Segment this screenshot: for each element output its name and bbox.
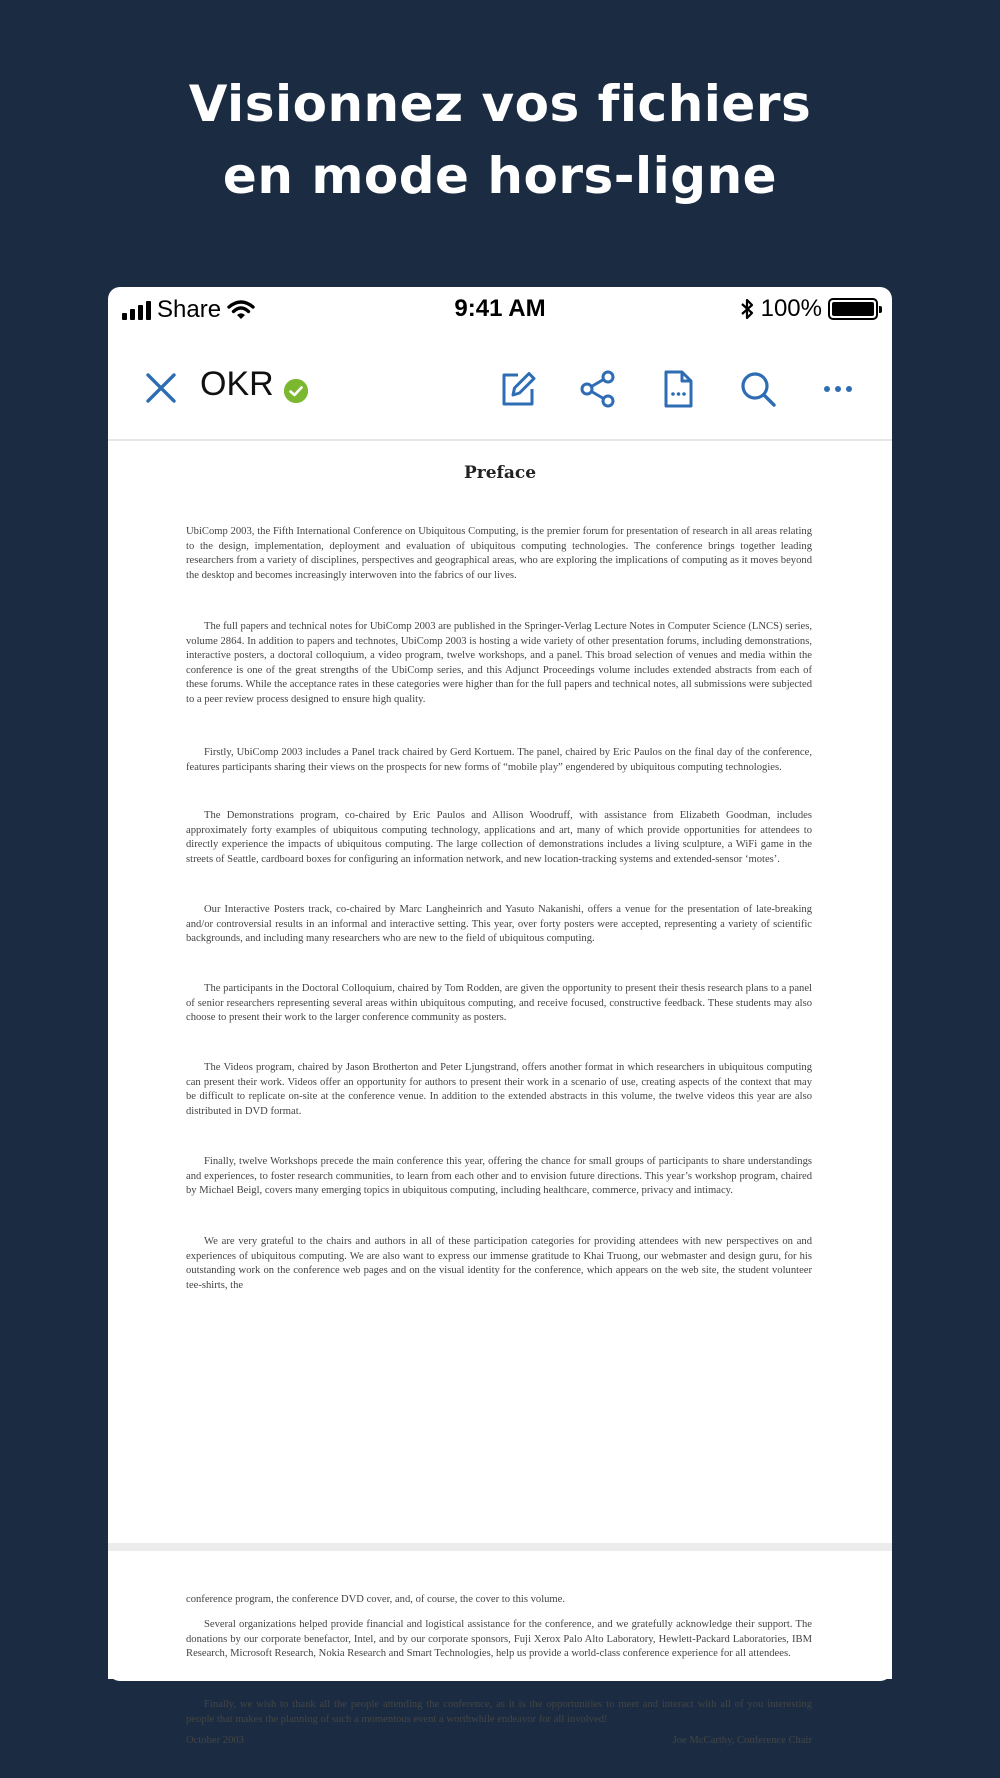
headline-line-2: en mode hors-ligne [222, 147, 778, 205]
phone-screen [108, 287, 892, 1746]
paragraph: conference program, the conference DVD cover, and, of course, the cover to this volume. [186, 1594, 566, 1605]
paragraph: Finally, twelve Workshops precede the main conference this year, offering the chance for small groups of participants to share understandings and experiences, to foster research communities, to learn from each other and to envision future directions. This year’s workshop program, chaired by Michael Beigl, covers many emerging topics in ubiquitous computing, including healthcare, commerce, privacy and intimacy. [186, 1156, 812, 1196]
paragraph: Our Interactive Posters track, co-chaired by Marc Langheinrich and Yasuto Nakanishi, offers a venue for the presentation of late-breaking and/or controversial results in an informal and interactive setting. This year, over forty posters were accepted, representing a variety of scientific backgrounds, and including many researchers who are new to the field of ubiquitous computing. [186, 904, 812, 944]
carrier-label: Share [157, 296, 222, 323]
paragraph: The participants in the Doctoral Colloquium, chaired by Tom Rodden, are given the opportunity to present their thesis research plans to a panel of senior researchers representing several areas within ubiquitous computing, and receive focused, constructive feedback. These students may also choose to present their work to the larger conference community as posters. [186, 983, 812, 1023]
status-time: 9:41 AM [454, 295, 546, 322]
document-toolbar [108, 331, 892, 441]
battery-percent: 100% [760, 295, 822, 322]
document-heading: Preface [463, 463, 537, 483]
status-bar [108, 287, 892, 331]
paragraph: Several organizations helped provide financial and logistical assistance for the conference, and we gratefully acknowledge their support. The donations by our corporate benefactor, Intel, and by our corporate sponsors, Fuji Xerox Palo Alto Laboratory, Hewlett-Packard Laboratories, IBM Research, Microsoft Research, Nokia Research and Smart Technologies, help us provide a world-class conference experience for all attendees. [186, 1619, 812, 1659]
document-date: October 2003 [186, 1735, 244, 1746]
paragraph: We are very grateful to the chairs and authors in all of these participation categories for providing attendees with new perspectives on and experiences of ubiquitous computing. We are also want to express our immense gratitude to Khai Truong, our webmaster and design guru, for his outstanding work on the conference web pages and on the visual identity for the conference, which appears on the web site, the student volunteer tee-shirts, the [186, 1236, 812, 1291]
search-icon[interactable] [738, 369, 778, 409]
paragraph: Firstly, UbiComp 2003 includes a Panel track chaired by Gerd Kortuem. The panel, chaired by Eric Paulos on the final day of the conference, features participants sharing their views on the prospects for new forms of “mobile play” engendered by ubiquitous computing technologies. [186, 747, 812, 773]
paragraph: Finally, we wish to thank all the people attending the conference, as it is the opportunities to meet and interact with all of you interesting people that makes the planning of such a momentous event a worthwhile endeavor for all involved! [186, 1699, 812, 1725]
edit-icon[interactable] [498, 369, 538, 409]
paragraph: UbiComp 2003, the Fifth International Conference on Ubiquitous Computing, is the premier forum for presentation of research in all areas relating to the design, implementation, deployment and evaluation of ubiquitous computing technologies. The conference brings together leading researchers from a variety of disciplines, perspectives and geographical areas, who are exploring the implications of computing as it moves beyond the desktop and becomes increasingly interwoven into the fabrics of our lives. [186, 526, 812, 581]
share-icon[interactable] [578, 369, 618, 409]
paragraph: The Demonstrations program, co-chaired by Eric Paulos and Allison Woodruff, with assistance from Elizabeth Goodman, includes approximately forty examples of ubiquitous computing technology, applications and art, many of which provide opportunities for attendees to directly experience the impacts of ubiquitous computing. The large collection of demonstrations includes a living sculpture, a WiFi game in the streets of Seattle, cardboard boxes for configuring an information network, and new location-tracking systems and extended-sensor ‘motes’. [186, 810, 812, 865]
document-signer: Joe McCarthy, Conference Chair [672, 1735, 812, 1746]
battery-icon [828, 298, 878, 320]
document-viewer[interactable] [108, 443, 892, 1746]
more-icon[interactable] [818, 369, 858, 409]
file-details-icon[interactable] [658, 369, 698, 409]
document-signature [186, 1735, 812, 1746]
status-right [739, 295, 878, 323]
bluetooth-icon [739, 297, 755, 321]
page-separator [108, 1543, 892, 1551]
headline-line-1: Visionnez vos fichiers [188, 75, 812, 133]
synced-check-icon [284, 379, 308, 403]
headline [0, 68, 1000, 212]
document-title: OKR [200, 365, 274, 403]
close-icon[interactable] [144, 371, 178, 405]
paragraph: The full papers and technical notes for UbiComp 2003 are published in the Springer-Verlag Lecture Notes in Computer Science (LNCS) series, volume 2864. In addition to papers and technotes, UbiComp 2003 is hosting a wide variety of other presentation forums, including demonstrations, interactive posters, a doctoral colloquium, a video program, twelve workshops, and a panel. This broad selection of venues and media within the conference is one of the great strengths of the UbiComp series, and this Adjunct Proceedings volume includes extended abstracts from each of these forums. While the acceptance rates in these categories were higher than for the full papers and technical notes, all submissions were subjected to a peer review process designed to ensure high quality. [186, 621, 812, 705]
paragraph: The Videos program, chaired by Jason Brotherton and Peter Ljungstrand, offers another format in which researchers in ubiquitous computing can present their work. Videos offer an opportunity for authors to present their work in a scenario of use, creating aspects of the context that may be difficult to replicate on-site at the conference venue. In addition to the extended abstracts in this volume, the twelve videos this year are also distributed in DVD format. [186, 1062, 812, 1117]
